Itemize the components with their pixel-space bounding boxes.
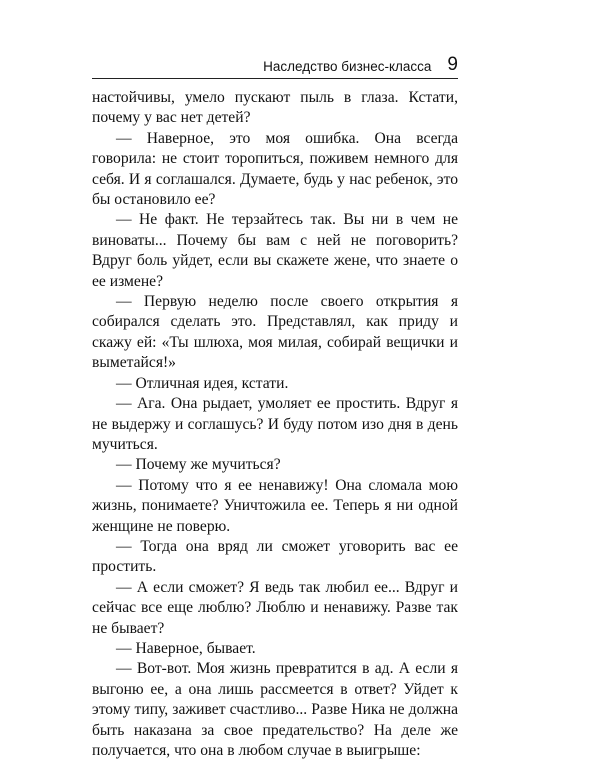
- paragraph: — Отличная идея, кстати.: [116, 374, 289, 392]
- paragraph: — Не факт. Не терзайтесь так. Вы ни в чем не виноваты... Почему бы вам с ней не поговорить? Вдруг боль уйдет, если вы скажете жене, что знаете о ее измене?: [92, 211, 458, 290]
- paragraph: — Почему же мучиться?: [116, 456, 281, 474]
- paragraph: — Первую неделю после своего открытия я собирался сделать это. Представлял, как приду и скажу ей: «Ты шлюха, моя милая, собирай вещички и выметайся!»: [92, 293, 458, 372]
- running-header: [92, 54, 458, 79]
- body-text: [92, 88, 458, 761]
- paragraph: — Ага. Она рыдает, умоляет ее простить. Вдруг я не выдержу и соглашусь? И буду потом изо дня в день мучиться.: [92, 395, 458, 453]
- paragraph: — Потому что я ее ненавижу! Она сломала мою жизнь, понимаете? Уничтожила ее. Теперь я ни одной женщине не поверю.: [92, 476, 458, 535]
- paragraph: настойчивы, умело пускают пыль в глаза. Кстати, почему у вас нет детей?: [92, 89, 458, 127]
- paragraph: — Наверное, бывает.: [116, 639, 256, 657]
- paragraph: — Вот-вот. Моя жизнь превратится в ад. А если я выгоню ее, а она лишь рассмеется в ответ? Уйдет к этому типу, заживет счастливо... Разве Ника не должна быть наказана за свое предательство? На деле же получается, что она в любом случае в выигрыше:: [92, 660, 458, 759]
- paragraph: — А если сможет? Я ведь так любил ее... Вдруг и сейчас все еще люблю? Люблю и ненавижу. Разве так не бывает?: [92, 578, 458, 637]
- page-number: 9: [447, 54, 458, 75]
- paragraph: — Тогда она вряд ли сможет уговорить вас ее простить.: [92, 537, 458, 576]
- running-title: Наследство бизнес-класса: [263, 59, 432, 74]
- paragraph: — Наверное, это моя ошибка. Она всегда говорила: не стоит торопиться, поживем немного для себя. И я соглашался. Думаете, будь у нас ребенок, это бы остановило ее?: [92, 129, 458, 209]
